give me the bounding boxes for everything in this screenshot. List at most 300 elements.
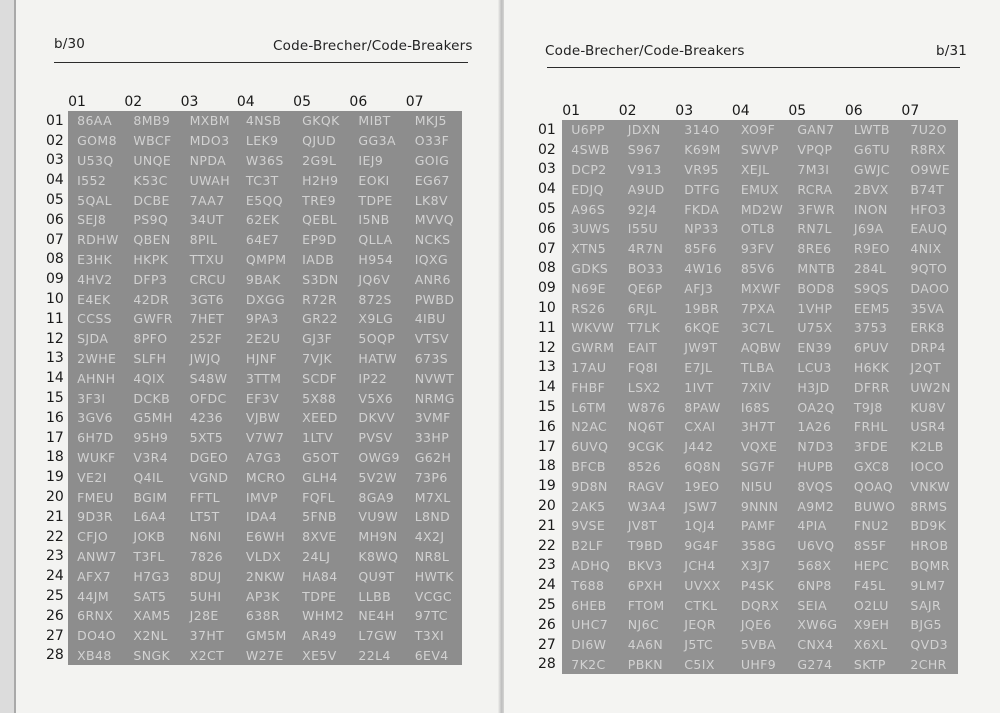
row-number: 16 [538,418,556,435]
code-cell: XW6G [788,615,845,635]
code-cell: S3DN [293,269,349,289]
code-cell: 7AA7 [181,190,237,210]
right-page [504,0,1000,713]
code-cell: J5TC [675,635,732,655]
code-cell: QVD3 [901,635,958,655]
code-cell: DRP4 [901,338,958,358]
code-cell: DCP2 [562,160,619,180]
code-cell: 34UT [181,210,237,230]
code-cell: MNTB [788,259,845,279]
row-number: 16 [46,409,64,426]
row-number: 22 [46,528,64,545]
code-cell: E6WH [237,527,293,547]
code-cell: JQE6 [732,615,789,635]
code-cell: MXWF [732,278,789,298]
code-cell: WHM2 [293,606,349,626]
code-cell: 9PA3 [237,309,293,329]
column-header: 01 [68,94,86,110]
row-number: 20 [46,489,64,506]
row-number: 18 [46,449,64,466]
code-cell: SEIA [788,595,845,615]
table-row [538,338,958,358]
table-row [538,595,958,615]
row-number: 08 [538,260,556,277]
code-cell: V7W7 [237,428,293,448]
table-row [538,120,958,140]
row-number: 06 [538,220,556,237]
row-number: 02 [538,141,556,158]
row-number: 18 [538,458,556,475]
code-cell: 92J4 [619,199,676,219]
table-row [46,448,462,468]
code-cell: BUWO [845,496,902,516]
table-row [46,289,462,309]
table-row [46,269,462,289]
code-cell: XTN5 [562,239,619,259]
code-cell: DCKB [124,388,180,408]
column-header: 05 [788,103,807,119]
code-cell: UHC7 [562,615,619,635]
code-cell: U75X [788,318,845,338]
code-cell: CRCU [181,269,237,289]
code-cell: CTKL [675,595,732,615]
table-row [538,259,958,279]
code-cell: T3XI [406,626,462,646]
code-cell: 1IVT [675,377,732,397]
row-number: 17 [538,438,556,455]
code-cell: RCRA [788,179,845,199]
row-number: 13 [538,359,556,376]
code-cell: HA84 [293,566,349,586]
code-cell: 8GA9 [349,487,405,507]
code-cell: NRMG [406,388,462,408]
code-cell: 4QIX [124,368,180,388]
code-cell: W27E [237,646,293,666]
code-cell: HROB [901,536,958,556]
code-cell: P4SK [732,575,789,595]
code-cell: RS26 [562,298,619,318]
code-cell: XEED [293,408,349,428]
column-header: 07 [901,103,920,119]
code-cell: MVVQ [406,210,462,230]
code-cell: O33F [406,131,462,151]
code-cell: MIBT [349,111,405,131]
code-cell: 7U2O [901,120,958,140]
code-cell: AR49 [293,626,349,646]
code-cell: 85V6 [732,259,789,279]
code-cell: 5OQP [349,329,405,349]
code-cell: SKTP [845,655,902,675]
code-cell: RAGV [619,476,676,496]
code-cell: TDPE [293,586,349,606]
code-cell: PWBD [406,289,462,309]
code-cell: 2NKW [237,566,293,586]
page-number: b/31 [936,43,968,59]
code-cell: 6EV4 [406,646,462,666]
code-cell: FMEU [68,487,124,507]
code-cell: 252F [181,329,237,349]
code-cell: 9NNN [732,496,789,516]
code-cell: GG3A [349,131,405,151]
code-cell: 4HV2 [68,269,124,289]
row-number: 26 [538,616,556,633]
table-row [538,239,958,259]
column-header: 06 [844,103,863,119]
code-cell: E3HK [68,250,124,270]
code-cell: L6TM [562,397,619,417]
row-number: 21 [538,517,556,534]
code-cell: HUPB [788,457,845,477]
code-cell: 9QTO [901,259,958,279]
code-cell: PS9Q [124,210,180,230]
row-number: 01 [46,112,64,129]
code-cell: 2CHR [901,655,958,675]
code-cell: GOIG [406,151,462,171]
code-cell: 9LM7 [901,575,958,595]
code-cell: 5X88 [293,388,349,408]
code-cell: JOKB [124,527,180,547]
code-cell: 4R7N [619,239,676,259]
code-cell: WBCF [124,131,180,151]
row-number: 25 [538,597,556,614]
header-rule [54,62,468,63]
code-cell: V5X6 [349,388,405,408]
table-row [46,349,462,369]
code-cell: DGEO [181,448,237,468]
code-cell: LSX2 [619,377,676,397]
code-cell: LWTB [845,120,902,140]
code-cell: 8526 [619,457,676,477]
code-cell: 673S [406,349,462,369]
code-cell: LLBB [349,586,405,606]
code-cell: 4236 [181,408,237,428]
code-cell: E5QQ [237,190,293,210]
code-cell: 7HET [181,309,237,329]
code-cell: NR8L [406,547,462,567]
table-row [46,586,462,606]
code-cell: VR95 [675,160,732,180]
code-cell: G6TU [845,140,902,160]
code-cell: 3F3I [68,388,124,408]
code-cell: 6RNX [68,606,124,626]
code-cell: V913 [619,160,676,180]
code-cell: SEJ8 [68,210,124,230]
code-cell: GR22 [293,309,349,329]
code-cell: 2G9L [293,151,349,171]
code-cell: GOM8 [68,131,124,151]
code-cell: 2BVX [845,179,902,199]
code-cell: O9WE [901,160,958,180]
code-cell: IDA4 [237,507,293,527]
code-cell: NCKS [406,230,462,250]
row-number: 17 [46,429,64,446]
code-cell: CCSS [68,309,124,329]
code-cell: 8RMS [901,496,958,516]
code-cell: 19EO [675,476,732,496]
code-cell: VPQP [788,140,845,160]
code-cell: I55U [619,219,676,239]
code-cell: GJ3F [293,329,349,349]
code-cell: XEJL [732,160,789,180]
row-number: 28 [538,656,556,673]
code-cell: 8XVE [293,527,349,547]
code-cell: DKVV [349,408,405,428]
code-cell: F45L [845,575,902,595]
code-cell: J69A [845,219,902,239]
code-cell: E7JL [675,358,732,378]
code-cell: GKQK [293,111,349,131]
code-cell: 8VQS [788,476,845,496]
code-cell: 5VBA [732,635,789,655]
code-cell: BQMR [901,556,958,576]
code-table [46,88,462,665]
code-cell: DFRR [845,377,902,397]
code-cell: GDKS [562,259,619,279]
code-cell: 35VA [901,298,958,318]
code-cell: NP33 [675,219,732,239]
code-cell: X2CT [181,646,237,666]
code-cell: 3GV6 [68,408,124,428]
code-cell: SAT5 [124,586,180,606]
header-rule [547,67,960,68]
code-cell: GXC8 [845,457,902,477]
table-row [538,318,958,338]
code-cell: 73P6 [406,467,462,487]
code-cell: 8PIL [181,230,237,250]
table-row [538,417,958,437]
code-cell: INON [845,199,902,219]
code-cell: TLBA [732,358,789,378]
code-cell: GWRM [562,338,619,358]
table-row [46,408,462,428]
table-row [538,575,958,595]
code-cell: 3VMF [406,408,462,428]
code-cell: 86AA [68,111,124,131]
code-cell: FRHL [845,417,902,437]
code-cell: SCDF [293,368,349,388]
code-cell: NI5U [732,476,789,496]
code-cell: DFP3 [124,269,180,289]
row-number: 04 [46,172,64,189]
code-cell: AFJ3 [675,278,732,298]
code-cell: QLLA [349,230,405,250]
code-cell: EF3V [237,388,293,408]
table-row [538,397,958,417]
row-number: 07 [538,240,556,257]
row-number: 02 [46,132,64,149]
code-cell: I552 [68,170,124,190]
code-cell: ANW7 [68,547,124,567]
row-number: 07 [46,231,64,248]
code-cell: EAUQ [901,219,958,239]
table-row [538,199,958,219]
column-header: 07 [405,94,424,110]
code-cell: FTOM [619,595,676,615]
table-row [538,655,958,675]
code-cell: IADB [293,250,349,270]
column-header: 01 [562,103,581,119]
table-row [46,230,462,250]
code-cell: 7VJK [293,349,349,369]
code-cell: 2AK5 [562,496,619,516]
code-cell: LEK9 [237,131,293,151]
code-cell: VTSV [406,329,462,349]
code-cell: GLH4 [293,467,349,487]
code-cell: S9QS [845,278,902,298]
code-cell: 3H7T [732,417,789,437]
code-cell: M7XL [406,487,462,507]
code-cell: JEQR [675,615,732,635]
table-row [46,190,462,210]
row-number: 11 [46,310,64,327]
table-row [46,527,462,547]
code-cell: DAOO [901,278,958,298]
left-page [14,0,502,713]
code-cell: EN39 [788,338,845,358]
code-cell: TC3T [237,170,293,190]
code-cell: A96S [562,199,619,219]
code-cell: 7PXA [732,298,789,318]
code-cell: FHBF [562,377,619,397]
code-cell: BD9K [901,516,958,536]
code-cell: FQ8I [619,358,676,378]
code-cell: J2QT [901,358,958,378]
code-cell: 5XT5 [181,428,237,448]
code-cell: EAIT [619,338,676,358]
code-cell: UNQE [124,151,180,171]
code-cell: X2NL [124,626,180,646]
code-cell: 6KQE [675,318,732,338]
code-cell: EMUX [732,179,789,199]
code-cell: HWTK [406,566,462,586]
code-cell: MD2W [732,199,789,219]
code-cell: R9EO [845,239,902,259]
code-cell: FNU2 [845,516,902,536]
row-number: 26 [46,607,64,624]
code-cell: BFCB [562,457,619,477]
header-corner [46,88,68,111]
code-cell: 37HT [181,626,237,646]
code-cell: 8MB9 [124,111,180,131]
row-number: 10 [46,291,64,308]
code-cell: HEPC [845,556,902,576]
code-cell: UHF9 [732,655,789,675]
table-row [46,170,462,190]
code-cell: 314O [675,120,732,140]
row-number: 14 [46,370,64,387]
code-cell: 8PFO [124,329,180,349]
code-cell: 3UWS [562,219,619,239]
table-row [46,467,462,487]
row-number: 13 [46,350,64,367]
code-cell: T9J8 [845,397,902,417]
row-number: 05 [46,192,64,209]
code-cell: 3C7L [732,318,789,338]
code-cell: 5V2W [349,467,405,487]
row-number: 19 [538,478,556,495]
row-number: 24 [538,577,556,594]
code-cell: FFTL [181,487,237,507]
code-cell: PVSV [349,428,405,448]
code-cell: J442 [675,437,732,457]
code-cell: IEJ9 [349,151,405,171]
code-cell: VCGC [406,586,462,606]
code-cell: 22L4 [349,646,405,666]
code-cell: JV8T [619,516,676,536]
row-number: 09 [538,280,556,297]
code-cell: LCU3 [788,358,845,378]
code-cell: NVWT [406,368,462,388]
code-cell: 93FV [732,239,789,259]
code-cell: 95H9 [124,428,180,448]
code-cell: H3JD [788,377,845,397]
table-row [46,111,462,131]
code-cell: 4X2J [406,527,462,547]
code-cell: JQ6V [349,269,405,289]
code-cell: 9D3R [68,507,124,527]
code-cell: NJ6C [619,615,676,635]
code-cell: 3GT6 [181,289,237,309]
code-cell: 6PXH [619,575,676,595]
code-cell: TRE9 [293,190,349,210]
code-cell: OWG9 [349,448,405,468]
table-row [46,606,462,626]
code-cell: MDO3 [181,131,237,151]
code-table [538,97,958,674]
code-cell: S967 [619,140,676,160]
table-row [538,377,958,397]
code-cell: W3A4 [619,496,676,516]
code-cell: 284L [845,259,902,279]
code-cell: 3FWR [788,199,845,219]
code-cell: RDHW [68,230,124,250]
code-cell: 1LTV [293,428,349,448]
code-cell: QBEN [124,230,180,250]
code-cell: H7G3 [124,566,180,586]
code-cell: DTFG [675,179,732,199]
row-number: 28 [46,647,64,664]
table-row [46,151,462,171]
table-row [46,428,462,448]
code-cell: G5MH [124,408,180,428]
table-row [46,547,462,567]
code-cell: 5QAL [68,190,124,210]
table-row [46,250,462,270]
table-row [538,219,958,239]
code-cell: C5IX [675,655,732,675]
code-cell: BJG5 [901,615,958,635]
code-cell: AQBW [732,338,789,358]
code-cell: 5UHI [181,586,237,606]
code-cell: 42DR [124,289,180,309]
code-cell: SNGK [124,646,180,666]
page-title: Code-Brecher/Code-Breakers [273,38,473,54]
code-cell: 64E7 [237,230,293,250]
code-cell: EDJQ [562,179,619,199]
code-cell: XO9F [732,120,789,140]
code-cell: SLFH [124,349,180,369]
code-cell: VJBW [237,408,293,428]
code-cell: OA2Q [788,397,845,417]
code-cell: AP3K [237,586,293,606]
row-number: 23 [46,548,64,565]
code-cell: H6KK [845,358,902,378]
row-number: 21 [46,508,64,525]
code-cell: VNKW [901,476,958,496]
code-cell: MXBM [181,111,237,131]
row-number: 06 [46,211,64,228]
code-cell: EG67 [406,170,462,190]
